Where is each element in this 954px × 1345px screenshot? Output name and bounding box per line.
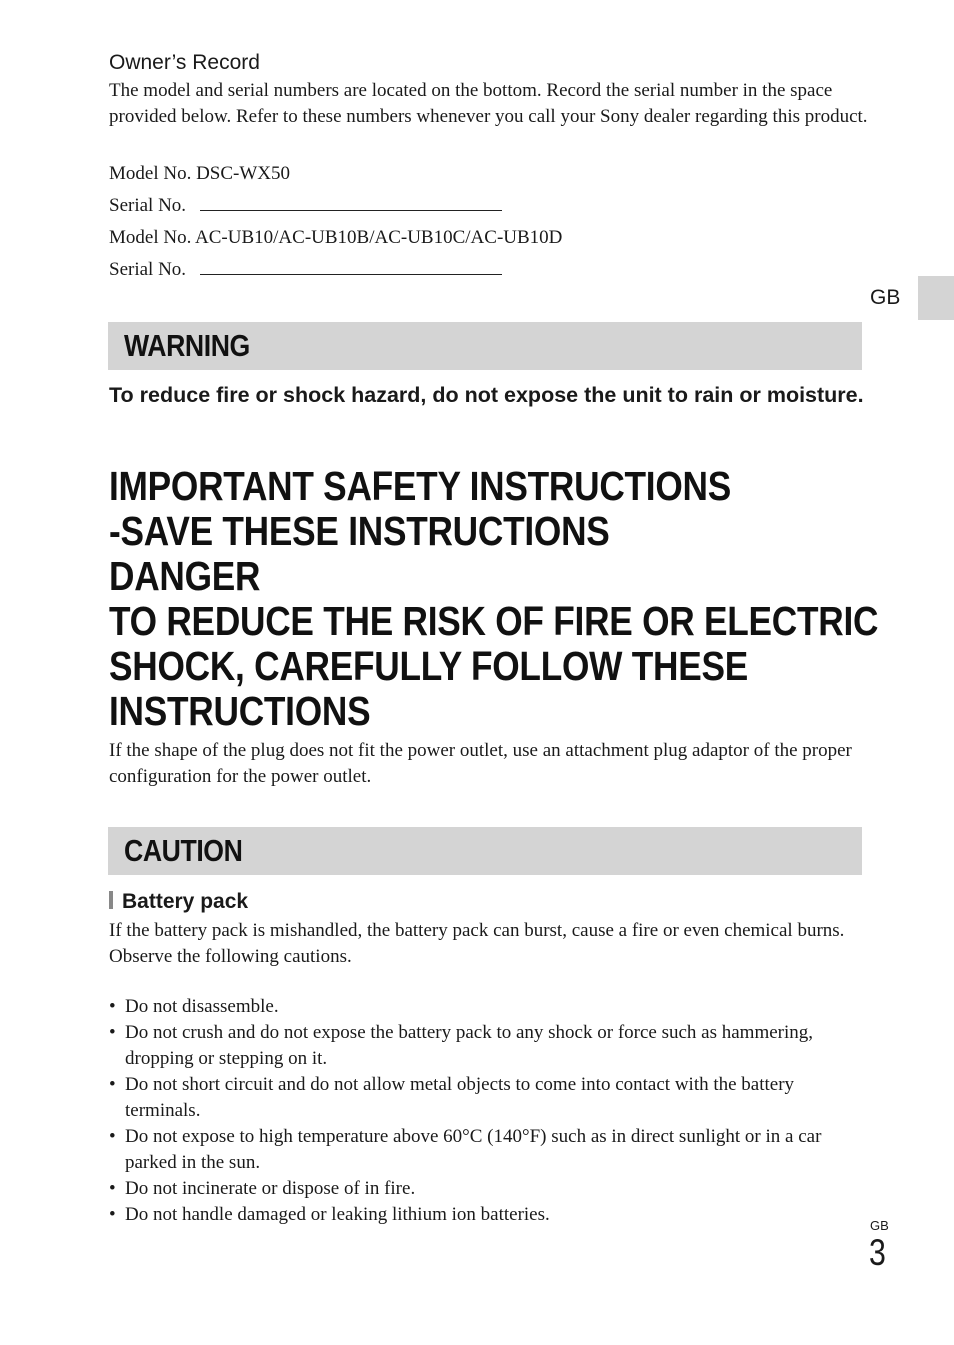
bullet-marker: •	[109, 1178, 116, 1199]
caution-heading: CAUTION	[124, 833, 243, 868]
list-item	[109, 1124, 869, 1176]
plug-adaptor-note: If the shape of the plug does not fit the power outlet, use an attachment plug adaptor of the proper configuration for the power outlet.	[109, 740, 852, 787]
list-item	[109, 1176, 869, 1202]
battery-cautions-list	[109, 994, 869, 1228]
list-item-text: Do not expose to high temperature above 60°C (140°F) such as in direct sunlight or in a car parked in the sun.	[125, 1126, 822, 1173]
battery-pack-title: Battery pack	[122, 890, 249, 913]
page-number: 3	[869, 1232, 886, 1273]
model-number-camera: Model No. DSC-WX50	[109, 163, 291, 184]
list-item-text: Do not disassemble.	[125, 996, 279, 1017]
safety-instructions-heading	[109, 464, 883, 734]
safety-heading-line: IMPORTANT SAFETY INSTRUCTIONS	[109, 463, 731, 509]
list-item-text: Do not handle damaged or leaking lithium ion batteries.	[125, 1204, 550, 1225]
serial-number-blank	[200, 196, 502, 211]
list-item	[109, 1202, 869, 1228]
safety-heading-line: SHOCK, CAREFULLY FOLLOW THESE	[109, 643, 748, 689]
serial-number-label: Serial No.	[109, 259, 187, 280]
model-number-adaptor: Model No. AC-UB10/AC-UB10B/AC-UB10C/AC-UB10D	[109, 227, 563, 248]
battery-pack-subheading	[109, 888, 248, 916]
list-item	[109, 994, 869, 1020]
subheading-marker	[109, 891, 113, 909]
safety-heading-line: TO REDUCE THE RISK OF FIRE OR ELECTRIC	[109, 598, 879, 644]
safety-heading-line: DANGER	[109, 553, 261, 599]
warning-heading: WARNING	[124, 328, 250, 363]
bullet-marker: •	[109, 1022, 116, 1043]
language-side-tab	[918, 276, 954, 320]
owners-record-intro: The model and serial numbers are located on the bottom. Record the serial number in the space provided below. Refer to these numbers whenever you call your Sony dealer regarding this product.	[109, 80, 868, 127]
serial-number-row-2	[109, 257, 869, 283]
page-region-code: GB	[870, 1218, 889, 1233]
bullet-marker: •	[109, 1204, 116, 1225]
list-item-text: Do not incinerate or dispose of in fire.	[125, 1178, 416, 1199]
serial-number-label: Serial No.	[109, 195, 187, 216]
list-item	[109, 1072, 869, 1124]
caution-banner	[108, 827, 862, 875]
bullet-marker: •	[109, 996, 116, 1017]
bullet-marker: •	[109, 1126, 116, 1147]
bullet-marker: •	[109, 1074, 116, 1095]
language-tab-label: GB	[870, 286, 901, 309]
owners-record-title: Owner’s Record	[109, 51, 260, 74]
safety-heading-line: INSTRUCTIONS	[109, 688, 371, 734]
warning-text: To reduce fire or shock hazard, do not expose the unit to rain or moisture.	[109, 383, 864, 407]
battery-pack-intro: If the battery pack is mishandled, the battery pack can burst, cause a fire or even chemical burns. Observe the following cautions.	[109, 920, 845, 967]
list-item	[109, 1020, 869, 1072]
safety-heading-line: -SAVE THESE INSTRUCTIONS	[109, 508, 610, 554]
list-item-text: Do not short circuit and do not allow metal objects to come into contact with the battery terminals.	[125, 1074, 795, 1121]
serial-number-blank	[200, 260, 502, 275]
list-item-text: Do not crush and do not expose the battery pack to any shock or force such as hammering, dropping or stepping on it.	[125, 1022, 814, 1069]
serial-number-row-1	[109, 193, 869, 219]
warning-banner	[108, 322, 862, 370]
